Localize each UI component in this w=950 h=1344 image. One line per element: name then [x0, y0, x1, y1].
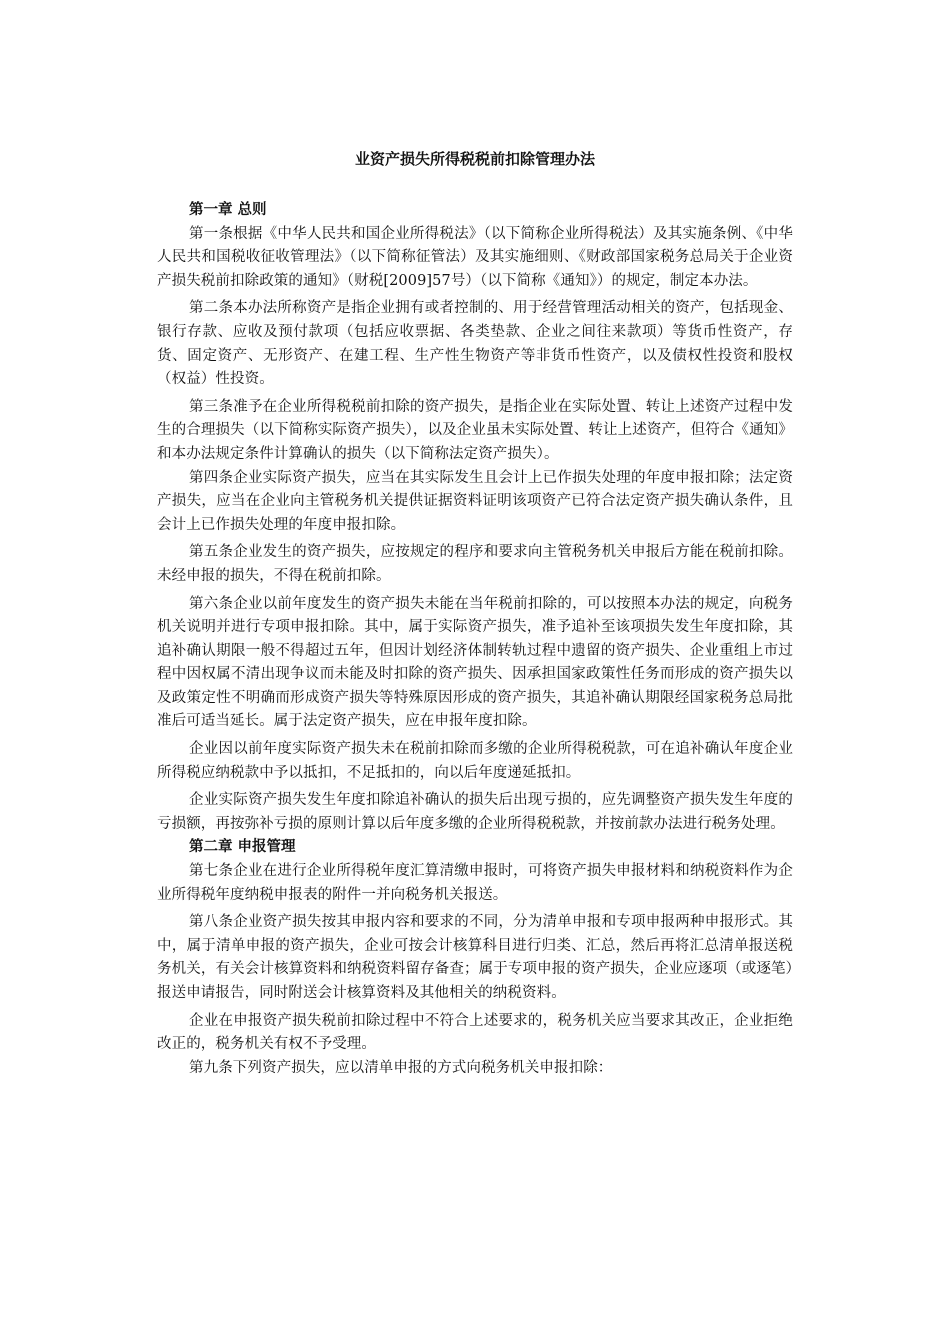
paragraph: 第六条企业以前年度发生的资产损失未能在当年税前扣除的，可以按照本办法的规定，向税务机关说明并进行专项申报扣除。其中，属于实际资产损失，准予追补至该项损失发生年度扣除，其追补确认期限一般不得超过五年，但因计划经济体制转轨过程中遗留的资产损失、企业重组上市过程中因权属不清出现争议而未能及时扣除的资产损失、因承担国家政策性任务而形成的资产损失以及政策定性不明确而形成资产损失等特殊原因形成的资产损失，其追补确认期限经国家税务总局批准后可适当延长。属于法定资产损失，应在申报年度扣除。	[157, 595, 793, 730]
paragraph: 企业实际资产损失发生年度扣除追补确认的损失后出现亏损的，应先调整资产损失发生年度的亏损额，再按弥补亏损的原则计算以后年度多缴的企业所得税税款，并按前款办法进行税务处理。	[157, 792, 793, 832]
paragraph: 第八条企业资产损失按其申报内容和要求的不同，分为清单申报和专项申报两种申报形式。其中，属于清单申报的资产损失，企业可按会计核算科目进行归类、汇总，然后再将汇总清单报送税务机关，有关会计核算资料和纳税资料留存备查；属于专项申报的资产损失，企业应逐项（或逐笔）报送申请报告，同时附送会计核算资料及其他相关的纳税资料。	[157, 914, 793, 1001]
document-body	[157, 199, 793, 1080]
paragraph: 第七条企业在进行企业所得税年度汇算清缴申报时，可将资产损失申报材料和纳税资料作为企业所得税年度纳税申报表的附件一并向税务机关报送。	[157, 863, 793, 903]
chapter-heading: 第二章 申报管理	[189, 839, 296, 856]
paragraph: 企业因以前年度实际资产损失未在税前扣除而多缴的企业所得税税款，可在追补确认年度企业所得税应纳税款中予以抵扣，不足抵扣的，向以后年度递延抵扣。	[157, 741, 793, 781]
paragraph: 第五条企业发生的资产损失，应按规定的程序和要求向主管税务机关申报后方能在税前扣除。未经申报的损失，不得在税前扣除。	[157, 544, 793, 584]
paragraph: 第四条企业实际资产损失，应当在其实际发生且会计上已作损失处理的年度申报扣除；法定资产损失，应当在企业向主管税务机关提供证据资料证明该项资产已符合法定资产损失确认条件，且会计上已作损失处理的年度申报扣除。	[157, 469, 793, 533]
chapter-heading: 第一章 总则	[189, 202, 267, 218]
paragraph: 企业在申报资产损失税前扣除过程中不符合上述要求的，税务机关应当要求其改正，企业拒绝改正的，税务机关有权不予受理。	[157, 1012, 793, 1053]
paragraph: 第二条本办法所称资产是指企业拥有或者控制的、用于经营管理活动相关的资产，包括现金、银行存款、应收及预付款项（包括应收票据、各类垫款、企业之间往来款项）等货币性资产，存货、固定资产、无形资产、在建工程、生产性生物资产等非货币性资产，以及债权性投资和股权（权益）性投资。	[157, 300, 793, 388]
paragraph: 第一条根据《中华人民共和国企业所得税法》（以下简称企业所得税法）及其实施条例、《中华人民共和国税收征收管理法》（以下简称征管法）及其实施细则、《财政部国家税务总局关于企业资产损失税前扣除政策的通知》（财税[2009]57号）（以下简称《通知》）的规定，制定本办法。	[157, 225, 793, 289]
document-title: 业资产损失所得税税前扣除管理办法	[354, 150, 595, 168]
paragraph: 第三条准予在企业所得税税前扣除的资产损失，是指企业在实际处置、转让上述资产过程中发生的合理损失（以下简称实际资产损失），以及企业虽未实际处置、转让上述资产，但符合《通知》和本办法规定条件计算确认的损失（以下简称法定资产损失）。	[157, 398, 793, 462]
paragraph: 第九条下列资产损失，应以清单申报的方式向税务机关申报扣除：	[189, 1059, 613, 1076]
